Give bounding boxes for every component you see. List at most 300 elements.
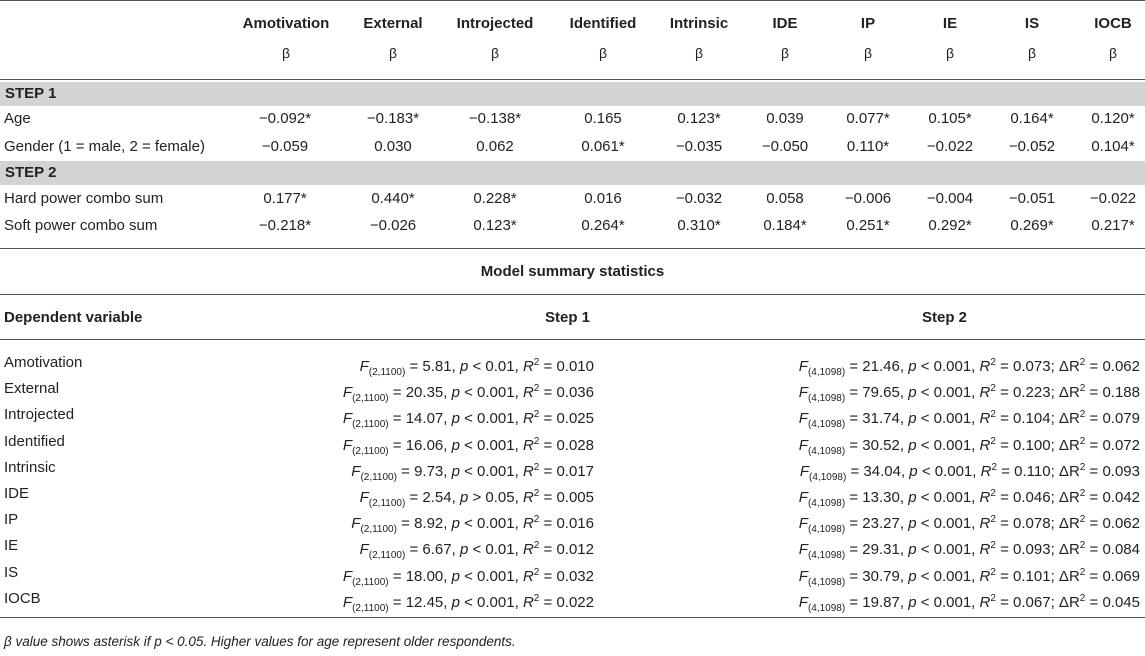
df-subscript: (4,1098): [807, 602, 846, 614]
step-1-stats: $F_{(2,1100)} = 20.35$, p < 0.001, $R^2 = 0.036$: [342, 383, 594, 405]
df-subscript: (4,1098): [807, 576, 846, 588]
col-beta-ip: β: [863, 45, 873, 61]
cell-intrinsic: 0.310*: [677, 217, 721, 234]
p-symbol: p: [908, 593, 917, 611]
p-value: < 0.001: [920, 489, 972, 506]
p-symbol: p: [451, 436, 460, 454]
r2-value: 0.010: [556, 358, 594, 375]
squared-superscript: 2: [533, 435, 540, 447]
df-subscript: (2,1100): [368, 367, 406, 378]
col-header-amotivation: Amotivation: [242, 15, 330, 32]
p-symbol: p: [459, 541, 469, 559]
r2-value: 0.022: [556, 593, 594, 611]
row-label: Soft power combo sum: [4, 217, 158, 234]
dependent-variable-label: IOCB: [4, 589, 41, 607]
r2-value: 0.028: [556, 436, 594, 454]
squared-superscript: 2: [1079, 357, 1086, 368]
delta-r-symbol: ΔR: [1058, 462, 1080, 480]
squared-superscript: 2: [1079, 409, 1086, 421]
f-symbol: F: [798, 384, 808, 402]
cell-introjected: 0.228*: [473, 190, 517, 207]
r-symbol: R: [979, 436, 991, 454]
delta-r-symbol: ΔR: [1058, 436, 1080, 454]
cell-introjected: −0.138*: [468, 110, 522, 127]
r2-value: 0.073: [1013, 358, 1051, 375]
f-value: 34.04: [863, 462, 901, 480]
squared-superscript: 2: [533, 409, 540, 421]
step-1-stats: $F_{(2,1100)} = 9.73$, p < 0.001, $R^2 = 0.017$: [351, 461, 594, 483]
df-subscript: (2,1100): [360, 471, 397, 483]
cell-ide: −0.050: [761, 138, 809, 155]
r-symbol: R: [979, 384, 991, 402]
squared-superscript: 2: [1079, 383, 1086, 395]
squared-superscript: 2: [533, 488, 540, 499]
r2-value: 0.032: [556, 567, 594, 585]
p-value: < 0.001: [921, 462, 973, 480]
r-symbol: R: [979, 541, 991, 559]
squared-superscript: 2: [990, 566, 996, 578]
delta-r2-value: 0.084: [1102, 541, 1140, 559]
delta-r2-value: 0.093: [1102, 462, 1140, 480]
squared-superscript: 2: [990, 592, 996, 604]
squared-superscript: 2: [990, 514, 996, 526]
df-subscript: (2,1100): [352, 602, 389, 614]
df-subscript: (4,1098): [807, 498, 846, 509]
row-label: Age: [4, 110, 31, 127]
r2-value: 0.093: [1013, 541, 1051, 559]
r2-value: 0.017: [556, 462, 594, 480]
squared-superscript: 2: [533, 592, 540, 604]
p-value: < 0.001: [920, 358, 972, 375]
f-value: 19.87: [862, 593, 900, 611]
cell-introjected: 0.123*: [473, 217, 517, 234]
f-value: 5.81: [422, 358, 452, 375]
step-2-stats: $F_{(4,1098)} = 21.46$, p < 0.001, $R^2 = 0.073$; $\Delta R^2 = 0.062$: [798, 357, 1140, 378]
col-header-intrinsic: Intrinsic: [669, 15, 729, 32]
delta-r2-value: 0.042: [1102, 489, 1140, 506]
r2-value: 0.110: [1014, 462, 1051, 480]
f-symbol: F: [798, 593, 808, 611]
f-value: 31.74: [862, 410, 900, 428]
col-beta-is: β: [1027, 45, 1037, 61]
p-value: < 0.001: [464, 384, 515, 402]
summary-row: [0, 507, 1145, 536]
r-symbol: R: [522, 515, 534, 533]
cell-ip: 0.251*: [846, 217, 890, 234]
f-symbol: F: [351, 462, 361, 480]
f-symbol: F: [359, 358, 369, 375]
delta-r-symbol: ΔR: [1058, 541, 1080, 559]
squared-superscript: 2: [991, 461, 998, 473]
f-value: 16.06: [405, 436, 444, 454]
r2-value: 0.104: [1013, 410, 1051, 428]
p-symbol: p: [908, 541, 917, 559]
step-2-stats: $F_{(4,1098)} = 29.31$, p < 0.001, $R^2 = 0.093$; $\Delta R^2 = 0.084$: [798, 540, 1140, 562]
r-symbol: R: [522, 541, 534, 559]
p-value: < 0.001: [464, 436, 515, 454]
col-header-introjected: Introjected: [456, 15, 534, 32]
p-value: < 0.001: [920, 541, 972, 559]
delta-r-symbol: ΔR: [1058, 410, 1080, 428]
f-symbol: F: [342, 436, 353, 454]
delta-r2-value: 0.045: [1102, 593, 1140, 611]
row-label: Gender (1 = male, 2 = female): [4, 138, 205, 155]
p-value: < 0.001: [920, 593, 972, 611]
cell-external: 0.440*: [371, 190, 415, 207]
df-subscript: (4,1098): [809, 471, 847, 483]
squared-superscript: 2: [1079, 488, 1086, 499]
r2-value: 0.101: [1013, 567, 1051, 585]
cell-identified: 0.264*: [581, 217, 625, 234]
cell-iocb: 0.104*: [1091, 138, 1135, 155]
summary-row: [0, 586, 1145, 612]
cell-external: −0.026: [369, 217, 417, 234]
squared-superscript: 2: [533, 383, 540, 395]
col-header-ip: IP: [860, 15, 876, 32]
r-symbol: R: [522, 358, 534, 375]
r-symbol: R: [979, 358, 991, 375]
p-symbol: p: [908, 567, 917, 585]
f-symbol: F: [351, 515, 361, 533]
col-header-identified: Identified: [569, 15, 637, 32]
p-value: < 0.001: [464, 593, 515, 611]
step-1-label: STEP 1: [5, 85, 57, 102]
summary-header-dv: Dependent variable: [4, 309, 143, 326]
df-subscript: (4,1098): [807, 393, 846, 405]
cell-intrinsic: 0.123*: [677, 110, 721, 127]
p-value: < 0.001: [920, 384, 972, 402]
cell-ie: 0.105*: [928, 110, 972, 127]
summary-row: [0, 481, 1145, 507]
r-symbol: R: [979, 593, 991, 611]
cell-is: 0.269*: [1010, 217, 1054, 234]
f-symbol: F: [798, 489, 808, 506]
dependent-variable-label: Amotivation: [4, 354, 83, 371]
table-row-age: [0, 106, 1145, 132]
cell-is: 0.164*: [1010, 110, 1054, 127]
col-beta-external: β: [388, 45, 398, 61]
f-symbol: F: [359, 541, 369, 559]
r2-value: 0.078: [1013, 515, 1051, 533]
f-symbol: F: [342, 410, 353, 428]
squared-superscript: 2: [533, 461, 540, 473]
cell-is: −0.052: [1008, 138, 1056, 155]
cell-iocb: 0.120*: [1091, 110, 1135, 127]
r2-value: 0.025: [556, 410, 594, 428]
summary-row: [0, 376, 1145, 405]
p-symbol: p: [908, 358, 917, 375]
f-value: 21.46: [862, 358, 900, 375]
cell-introjected: 0.062: [476, 138, 514, 155]
p-symbol: p: [451, 410, 460, 428]
step-1-stats: $F_{(2,1100)} = 16.06$, p < 0.001, $R^2 = 0.028$: [342, 435, 594, 457]
r-symbol: R: [979, 489, 991, 506]
col-header-is: IS: [1024, 15, 1040, 32]
squared-superscript: 2: [1079, 435, 1086, 447]
summary-row: [0, 533, 1145, 562]
cell-amotivation: 0.177*: [263, 190, 307, 207]
f-value: 79.65: [862, 384, 900, 402]
cell-identified: 0.165: [584, 110, 622, 127]
summary-row: [0, 402, 1145, 431]
f-symbol: F: [342, 593, 353, 611]
p-symbol: p: [451, 462, 460, 480]
squared-superscript: 2: [1079, 566, 1086, 578]
step-1-stats: $F_{(2,1100)} = 8.92$, p < 0.001, $R^2 = 0.016$: [351, 514, 594, 536]
f-symbol: F: [342, 384, 353, 402]
cell-ide: 0.039: [766, 110, 804, 127]
p-symbol: p: [908, 489, 917, 506]
p-symbol: p: [451, 567, 460, 585]
r-symbol: R: [522, 567, 534, 585]
dependent-variable-label: IS: [4, 563, 19, 581]
p-symbol: p: [909, 462, 918, 480]
df-subscript: (2,1100): [352, 419, 389, 431]
f-value: 13.30: [862, 489, 900, 506]
p-symbol: p: [908, 384, 917, 402]
cell-iocb: 0.217*: [1091, 217, 1135, 234]
p-symbol: p: [908, 410, 917, 428]
delta-r-symbol: ΔR: [1058, 489, 1080, 506]
df-subscript: (2,1100): [352, 445, 389, 457]
f-value: 30.52: [862, 436, 900, 454]
step-1-stats: $F_{(2,1100)} = 18.00$, p < 0.001, $R^2 = 0.032$: [342, 566, 594, 588]
dependent-variable-label: IE: [4, 537, 19, 555]
r-symbol: R: [980, 462, 992, 480]
r-symbol: R: [979, 515, 991, 533]
r2-value: 0.012: [556, 541, 594, 559]
col-header-iocb: IOCB: [1094, 15, 1132, 32]
f-symbol: F: [342, 567, 353, 585]
f-value: 30.79: [862, 567, 900, 585]
p-value: < 0.001: [920, 410, 972, 428]
r2-value: 0.016: [556, 515, 594, 533]
df-subscript: (2,1100): [352, 576, 389, 588]
cell-amotivation: −0.059: [261, 138, 309, 155]
squared-superscript: 2: [533, 566, 540, 578]
cell-ie: −0.004: [926, 190, 974, 207]
cell-iocb: −0.022: [1089, 190, 1137, 207]
f-symbol: F: [798, 436, 808, 454]
col-beta-ide: β: [780, 45, 790, 61]
cell-ip: 0.077*: [846, 110, 890, 127]
r-symbol: R: [522, 410, 534, 428]
cell-ie: −0.022: [926, 138, 974, 155]
squared-superscript: 2: [1079, 540, 1086, 552]
f-value: 12.45: [405, 593, 444, 611]
f-value: 14.07: [405, 410, 444, 428]
r2-value: 0.067: [1013, 593, 1051, 611]
mid-rule: [0, 248, 1145, 249]
cell-ie: 0.292*: [928, 217, 972, 234]
f-symbol: F: [798, 541, 808, 559]
squared-superscript: 2: [990, 383, 996, 395]
df-subscript: (2,1100): [368, 550, 406, 562]
p-symbol: p: [459, 358, 469, 375]
r-symbol: R: [979, 567, 991, 585]
r2-value: 0.005: [556, 489, 594, 506]
summary-top-rule: [0, 294, 1145, 295]
col-header-ie: IE: [942, 15, 958, 32]
p-value: < 0.01: [472, 541, 515, 559]
step-1-stats: $F_{(2,1100)} = 12.45$, p < 0.001, $R^2 = 0.022$: [342, 592, 594, 614]
cell-amotivation: −0.218*: [258, 217, 312, 234]
col-beta-identified: β: [598, 45, 608, 61]
squared-superscript: 2: [533, 540, 540, 552]
r-symbol: R: [522, 593, 534, 611]
summary-header-rule: [0, 339, 1145, 340]
p-value: > 0.05: [472, 489, 515, 506]
r2-value: 0.036: [556, 384, 594, 402]
r2-value: 0.046: [1013, 489, 1051, 506]
dependent-variable-label: Intrinsic: [4, 458, 56, 476]
step-1-stats: $F_{(2,1100)} = 5.81$, p < 0.01, $R^2 = 0.010$: [359, 357, 594, 378]
step-2-stats: $F_{(4,1098)} = 31.74$, p < 0.001, $R^2 = 0.104$; $\Delta R^2 = 0.079$: [798, 409, 1140, 431]
step-2-stats: $F_{(4,1098)} = 79.65$, p < 0.001, $R^2 = 0.223$; $\Delta R^2 = 0.188$: [798, 383, 1140, 405]
r-symbol: R: [522, 489, 534, 506]
f-symbol: F: [798, 515, 808, 533]
r-symbol: R: [522, 462, 534, 480]
squared-superscript: 2: [990, 488, 996, 499]
p-value: < 0.001: [464, 462, 515, 480]
squared-superscript: 2: [990, 357, 996, 368]
cell-external: 0.030: [374, 138, 412, 155]
top-rule: [0, 0, 1145, 1]
table-row-soft-power: [0, 213, 1145, 239]
f-symbol: F: [799, 462, 810, 480]
summary-header-step1: Step 1: [545, 309, 591, 326]
step-1-stats: $F_{(2,1100)} = 14.07$, p < 0.001, $R^2 = 0.025$: [342, 409, 594, 431]
delta-r2-value: 0.079: [1102, 410, 1140, 428]
f-symbol: F: [798, 410, 808, 428]
delta-r-symbol: ΔR: [1058, 593, 1080, 611]
step-1-stats: $F_{(2,1100)} = 6.67$, p < 0.01, $R^2 = 0.012$: [359, 540, 594, 562]
dependent-variable-label: External: [4, 380, 60, 398]
summary-header-step2: Step 2: [922, 309, 968, 326]
step-2-label: STEP 2: [5, 164, 57, 181]
f-value: 6.67: [422, 541, 452, 559]
f-value: 8.92: [414, 515, 444, 533]
f-value: 20.35: [405, 384, 444, 402]
df-subscript: (2,1100): [368, 498, 406, 509]
squared-superscript: 2: [1079, 592, 1086, 604]
f-symbol: F: [798, 567, 808, 585]
row-label: Hard power combo sum: [4, 190, 164, 207]
f-symbol: F: [359, 489, 369, 506]
f-value: 9.73: [414, 462, 444, 480]
delta-r-symbol: ΔR: [1058, 358, 1080, 375]
cell-amotivation: −0.092*: [258, 110, 312, 127]
cell-ide: 0.184*: [763, 217, 807, 234]
squared-superscript: 2: [990, 540, 996, 552]
step-2-stats: $F_{(4,1098)} = 30.79$, p < 0.001, $R^2 = 0.101$; $\Delta R^2 = 0.069$: [798, 566, 1140, 588]
cell-external: −0.183*: [366, 110, 420, 127]
delta-r2-value: 0.062: [1102, 515, 1140, 533]
table-footnote: β value shows asterisk if p < 0.05. Higher values for age represent older respondents.: [4, 634, 516, 649]
cell-ip: 0.110*: [846, 138, 890, 155]
table-row-hard-power: [0, 186, 1145, 212]
df-subscript: (4,1098): [807, 419, 846, 431]
df-subscript: (2,1100): [360, 524, 397, 536]
f-value: 2.54: [422, 489, 452, 506]
cell-ide: 0.058: [766, 190, 804, 207]
f-value: 23.27: [862, 515, 900, 533]
p-value: < 0.001: [464, 515, 515, 533]
delta-r2-value: 0.188: [1102, 384, 1140, 402]
squared-superscript: 2: [990, 409, 996, 421]
p-value: < 0.001: [920, 515, 972, 533]
p-value: < 0.001: [464, 567, 515, 585]
squared-superscript: 2: [533, 514, 540, 526]
col-beta-intrinsic: β: [694, 45, 704, 61]
col-beta-iocb: β: [1108, 45, 1118, 61]
summary-row: [0, 350, 1145, 376]
step-2-stats: $F_{(4,1098)} = 34.04$, p < 0.001, $R^2 = 0.110$; $\Delta R^2 = 0.093$: [799, 461, 1140, 483]
bottom-rule: [0, 617, 1145, 618]
summary-row: [0, 560, 1145, 586]
cell-ip: −0.006: [844, 190, 892, 207]
delta-r2-value: 0.069: [1102, 567, 1140, 585]
col-beta-amotivation: β: [281, 45, 291, 61]
df-subscript: (4,1098): [807, 445, 846, 457]
delta-r-symbol: ΔR: [1058, 567, 1080, 585]
p-symbol: p: [451, 515, 460, 533]
summary-row: [0, 429, 1145, 455]
dependent-variable-label: IDE: [4, 485, 30, 502]
p-symbol: p: [908, 515, 917, 533]
p-symbol: p: [451, 384, 460, 402]
p-symbol: p: [459, 489, 469, 506]
col-header-external: External: [363, 15, 423, 32]
table-row-gender: [0, 134, 1145, 160]
delta-r2-value: 0.062: [1102, 358, 1140, 375]
f-value: 18.00: [405, 567, 444, 585]
step-2-stats: $F_{(4,1098)} = 23.27$, p < 0.001, $R^2 = 0.078$; $\Delta R^2 = 0.062$: [798, 514, 1140, 536]
dependent-variable-label: IP: [4, 511, 19, 529]
cell-identified: 0.061*: [581, 138, 625, 155]
df-subscript: (4,1098): [807, 524, 846, 536]
p-value: < 0.001: [920, 567, 972, 585]
cell-identified: 0.016: [584, 190, 622, 207]
step-1-band: [0, 82, 1145, 106]
cell-intrinsic: −0.032: [675, 190, 723, 207]
cell-intrinsic: −0.035: [675, 138, 723, 155]
header-rule: [0, 79, 1145, 80]
p-symbol: p: [451, 593, 460, 611]
r2-value: 0.223: [1013, 384, 1051, 402]
p-value: < 0.001: [920, 436, 972, 454]
col-header-ide: IDE: [772, 15, 798, 32]
delta-r2-value: 0.072: [1102, 436, 1140, 454]
step-2-band: [0, 161, 1145, 185]
df-subscript: (4,1098): [807, 367, 846, 378]
summary-row: [0, 455, 1145, 481]
r2-value: 0.100: [1013, 436, 1051, 454]
squared-superscript: 2: [1079, 514, 1086, 526]
summary-title: Model summary statistics: [480, 263, 665, 280]
squared-superscript: 2: [1079, 461, 1086, 473]
df-subscript: (2,1100): [352, 393, 389, 405]
step-2-stats: $F_{(4,1098)} = 30.52$, p < 0.001, $R^2 = 0.100$; $\Delta R^2 = 0.072$: [798, 435, 1140, 457]
squared-superscript: 2: [990, 435, 996, 447]
col-beta-introjected: β: [490, 45, 500, 61]
f-value: 29.31: [862, 541, 900, 559]
p-value: < 0.01: [472, 358, 515, 375]
delta-r-symbol: ΔR: [1058, 384, 1080, 402]
delta-r-symbol: ΔR: [1058, 515, 1080, 533]
step-2-stats: $F_{(4,1098)} = 19.87$, p < 0.001, $R^2 = 0.067$; $\Delta R^2 = 0.045$: [798, 592, 1140, 614]
df-subscript: (4,1098): [807, 550, 846, 562]
